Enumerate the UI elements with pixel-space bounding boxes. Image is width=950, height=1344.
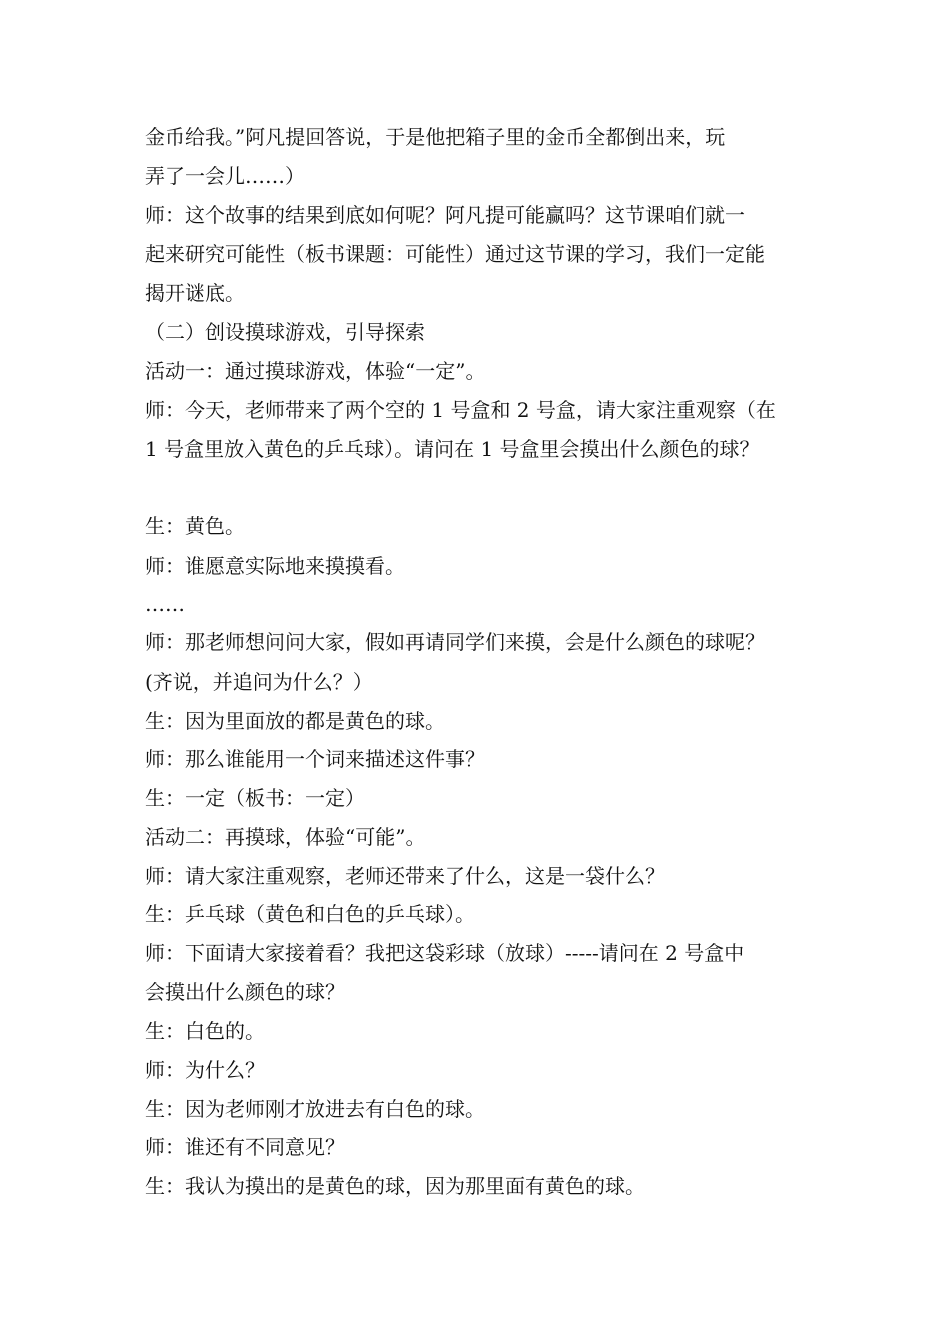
text-line: 揭开谜底。 <box>145 281 245 305</box>
ellipsis-line: …… <box>145 592 185 616</box>
text-line: 师：这个故事的结果到底如何呢？阿凡提可能赢吗？这节课咱们就一 <box>145 203 745 227</box>
activity-heading: 活动一：通过摸球游戏，体验“一定”。 <box>145 359 486 383</box>
text-line: 师：为什么？ <box>145 1058 265 1082</box>
text-line: 生：乒乓球（黄色和白色的乒乓球）。 <box>145 902 475 926</box>
text-line: 师：那么谁能用一个词来描述这件事？ <box>145 747 485 771</box>
text-line: 师：请大家注重观察，老师还带来了什么，这是一袋什么？ <box>145 864 665 888</box>
activity-heading: 活动二：再摸球，体验“可能”。 <box>145 825 426 849</box>
text-line: 会摸出什么颜色的球？ <box>145 980 345 1004</box>
section-heading: （二）创设摸球游戏，引导探索 <box>145 320 425 344</box>
text-line: 生：黄色。 <box>145 514 245 538</box>
text-line: 生：我认为摸出的是黄色的球，因为那里面有黄色的球。 <box>145 1174 645 1198</box>
text-line: 师：谁还有不同意见？ <box>145 1135 345 1159</box>
text-line: 1 号盒里放入黄色的乒乓球）。请问在 1 号盒里会摸出什么颜色的球？ <box>145 437 760 461</box>
text-line: 起来研究可能性（板书课题：可能性）通过这节课的学习，我们一定能 <box>145 242 765 266</box>
text-line: 弄了一会儿……） <box>145 164 305 188</box>
text-line: 金币给我。”阿凡提回答说，于是他把箱子里的金币全都倒出来，玩 <box>145 125 726 149</box>
text-line: 师：那老师想问问大家，假如再请同学们来摸，会是什么颜色的球呢？ <box>145 630 765 654</box>
text-line: (齐说，并追问为什么？） <box>145 670 373 694</box>
text-line: 师：谁愿意实际地来摸摸看。 <box>145 554 405 578</box>
text-line: 生：白色的。 <box>145 1019 265 1043</box>
text-line: 师：今天，老师带来了两个空的 1 号盒和 2 号盒，请大家注重观察（在 <box>145 398 776 422</box>
text-line: 生：一定（板书：一定） <box>145 786 365 810</box>
text-line: 生：因为老师刚才放进去有白色的球。 <box>145 1097 485 1121</box>
text-line: 师：下面请大家接着看？我把这袋彩球（放球）-----请问在 2 号盒中 <box>145 941 745 965</box>
text-line: 生：因为里面放的都是黄色的球。 <box>145 709 445 733</box>
